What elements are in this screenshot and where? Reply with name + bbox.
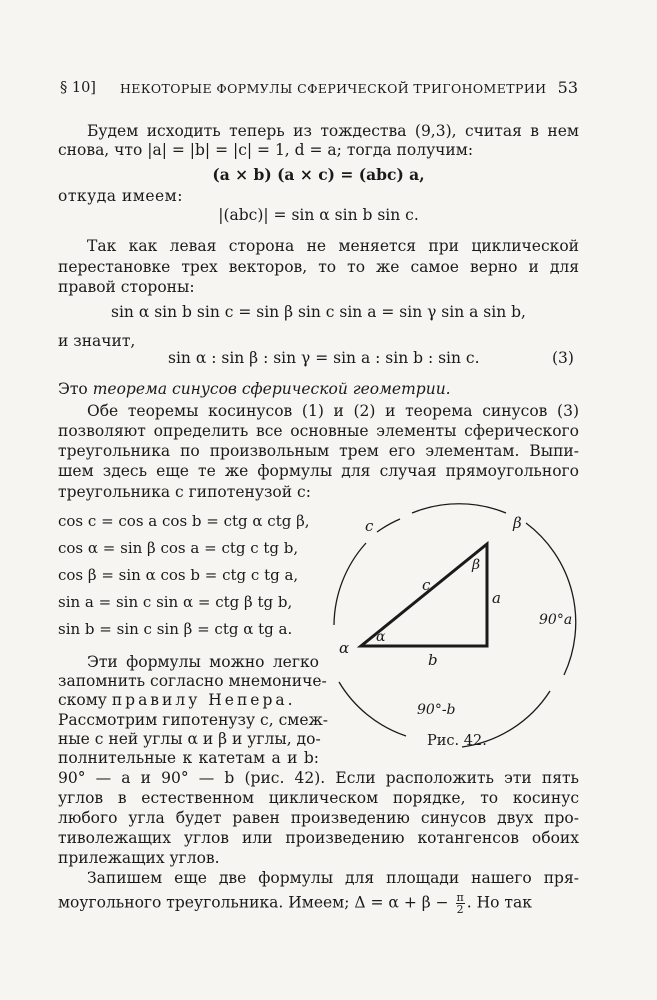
text-line: правой стороны: (58, 278, 195, 296)
text-line: тиволежащих углов или произведению котангенсов обоих (58, 829, 579, 847)
text-line: Запишем еще две формулы для площади нашего пря- (87, 869, 579, 887)
circle-arc (339, 682, 406, 736)
figure-caption: Рис. 42. (427, 733, 487, 749)
text-line: любого угла будет равен произведению синусов двух про- (58, 809, 579, 827)
label-beta-outer: β (513, 514, 522, 532)
equation: |(abc)| = sin α sin b sin c. (218, 206, 419, 224)
formula-line: cos α = sin β cos a = ctg c tg b, (58, 539, 299, 557)
text-span: . Но так (466, 893, 532, 912)
text-span: скому (58, 691, 112, 709)
text-line: треугольника с гипотенузой c: (58, 483, 311, 501)
text-line: Рассмотрим гипотенузу c, смеж- (58, 711, 328, 729)
equation: sin α sin b sin c = sin β sin c sin a = sin γ sin a sin b, (111, 303, 526, 321)
equation: sin α : sin β : sin γ = sin a : sin b : sin c. (168, 349, 480, 367)
equation: (a × b) (a × c) = (abc) a, (212, 165, 425, 184)
formula-line: sin b = sin c sin β = ctg α tg a. (58, 620, 293, 638)
theorem-name: теорема синусов сферической геометрии. (92, 380, 451, 398)
text-line: треугольника по произвольным трем его элементам. Выпи- (58, 442, 579, 460)
text-span: Это (58, 380, 93, 398)
napier-diagram (330, 495, 580, 755)
circle-arc (412, 504, 506, 513)
fraction-denominator: 2 (456, 903, 464, 916)
text-line (58, 690, 296, 710)
text-line: Будем исходить теперь из тождества (9,3), считая в нем (87, 122, 579, 140)
label-90-minus-a: 90°a (539, 612, 573, 628)
page-number: 53 (557, 78, 578, 97)
fraction (456, 892, 465, 915)
formula-line: cos β = sin α cos b = ctg c tg a, (58, 566, 299, 584)
label-b-inner: b (428, 651, 438, 669)
text-line: Обе теоремы косинусов (1) и (2) и теорема синусов (3) (87, 402, 579, 420)
label-c-outer: c (365, 517, 374, 535)
theorem-line (58, 379, 451, 399)
text-line: Так как левая сторона не меняется при циклической (87, 237, 579, 255)
text-line: откуда имеем: (58, 187, 183, 205)
circle-arc (526, 523, 576, 675)
emphasis-text: правилу Непера. (111, 691, 296, 709)
chapter-title: НЕКОТОРЫЕ ФОРМУЛЫ СФЕРИЧЕСКОЙ ТРИГОНОМЕТРИИ (120, 81, 547, 96)
label-beta-inner: β (472, 557, 481, 573)
text-line: 90° — a и 90° — b (рис. 42). Если расположить эти пять (58, 769, 579, 787)
formula-line: cos c = cos a cos b = ctg α ctg β, (58, 512, 310, 530)
text-line: шем здесь еще те же формулы для случая прямоугольного (58, 462, 579, 480)
label-c-inner: c (422, 576, 431, 594)
label-90-minus-b: 90°-b (417, 702, 456, 718)
label-alpha-inner: α (376, 629, 386, 645)
text-line (58, 892, 532, 915)
text-line: Эти формулы можно легко (87, 653, 319, 671)
label-alpha-outer: α (339, 639, 350, 657)
circle-arc (334, 543, 366, 625)
text-line: полнительные к катетам a и b: (58, 749, 319, 767)
text-line: прилежащих углов. (58, 849, 220, 867)
equation-number: (3) (552, 349, 574, 367)
circle-arc (377, 519, 400, 532)
text-span: моугольного треугольника. Имеем; Δ = α + β − (58, 893, 454, 912)
text-line: ные с ней углы α и β и углы, до- (58, 730, 321, 748)
text-line: перестановке трех векторов, то то же самое верно и для (58, 258, 579, 276)
fraction-numerator: π (456, 891, 464, 904)
formula-line: sin a = sin c sin α = ctg β tg b, (58, 593, 293, 611)
text-line: снова, что |a| = |b| = |c| = 1, d = a; тогда получим: (58, 141, 474, 159)
text-line: позволяют определить все основные элементы сферического (58, 422, 579, 440)
label-a-inner: a (492, 589, 501, 607)
section-number: § 10] (60, 80, 96, 96)
figure-42 (330, 495, 580, 755)
text-line: углов в естественном циклическом порядке, то косинус (58, 789, 579, 807)
text-line: запомнить согласно мнемониче- (58, 672, 327, 690)
text-line: и значит, (58, 332, 136, 350)
